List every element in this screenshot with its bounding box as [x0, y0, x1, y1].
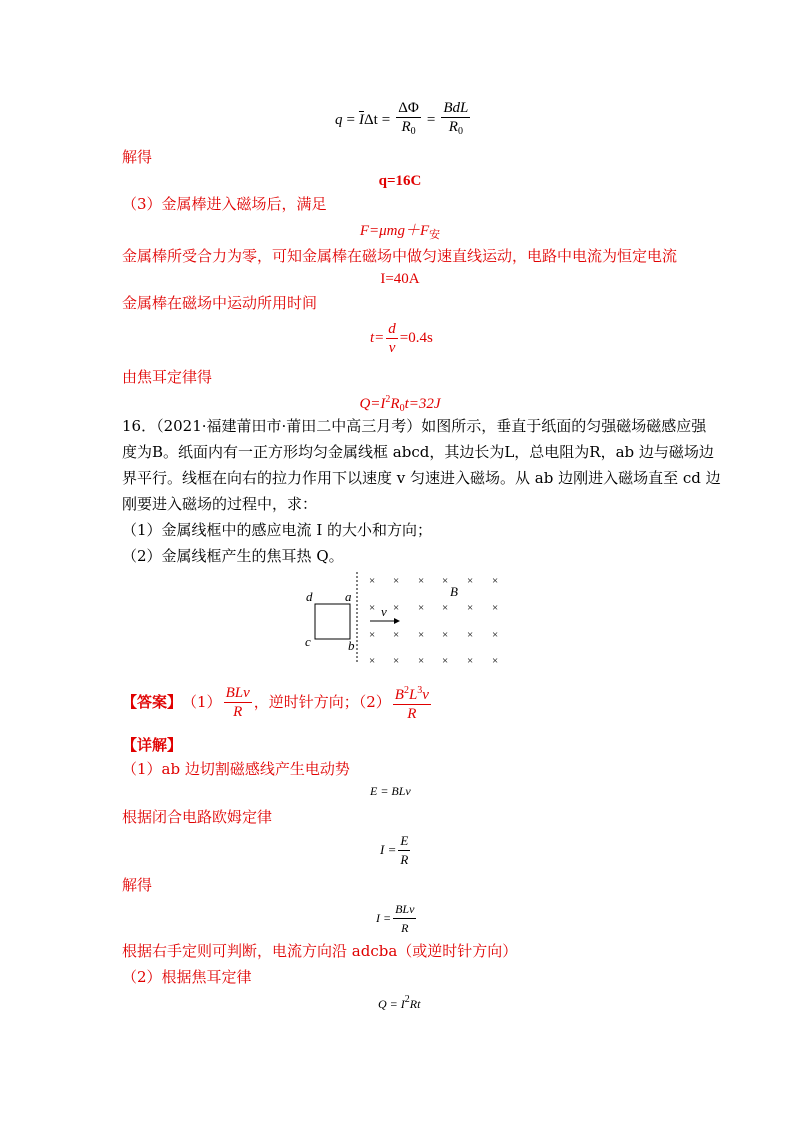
field-cross: ×: [467, 629, 474, 641]
field-cross: ×: [418, 629, 425, 641]
joule-law-equation: $Q = I^2Rt$: [378, 994, 421, 1011]
field-cross: ×: [442, 575, 449, 587]
eq-q: q: [335, 111, 343, 128]
answer-1-fraction: $\frac{\text{BLv}}{R}$: [225, 684, 250, 720]
field-cross: ×: [467, 575, 474, 587]
field-cross: ×: [393, 602, 400, 614]
field-cross: ×: [442, 602, 449, 614]
square-frame: [315, 604, 350, 639]
time-text: 金属棒在磁场中运动所用时间: [122, 294, 318, 312]
current-solution: I = $\frac{\text{BLv}}{R}$: [376, 901, 415, 935]
field-cross: ×: [393, 629, 400, 641]
current-equation: I = $\frac{E}{R}$: [380, 832, 409, 867]
label-d: d: [306, 589, 313, 604]
answer-tag: 【答案】: [122, 693, 183, 711]
solve-label-2: 解得: [122, 876, 153, 894]
label-b: b: [348, 638, 355, 653]
problem16-line2: 度为B。纸面内有一正方形均匀金属线框 abcd，其边长为L，总电阻为R，ab 边与磁场边: [122, 443, 714, 461]
joule-text: 由焦耳定律得: [122, 368, 213, 386]
field-cross: ×: [492, 629, 499, 641]
part3-heading: （3）金属棒进入磁场后，满足: [122, 195, 327, 213]
field-cross: ×: [418, 655, 425, 667]
right-hand-rule-text: 根据右手定则可判断，电流方向沿 adcba（或逆时针方向）: [122, 942, 518, 960]
label-c: c: [305, 634, 311, 649]
field-cross: ×: [418, 602, 425, 614]
problem16-line4: 刚要进入磁场的过程中，求：: [122, 495, 318, 513]
label-v: v: [381, 604, 387, 619]
field-cross: ×: [369, 575, 376, 587]
arrowhead-icon: [394, 618, 400, 624]
emf-equation: E = BLv: [370, 784, 411, 798]
detail-part1: （1）ab 边切割磁感线产生电动势: [122, 760, 350, 778]
field-cross: ×: [369, 629, 376, 641]
eq-ibar: $\overline{I}$: [358, 111, 364, 128]
eq-dt: Δt: [363, 111, 378, 128]
joule-equation: $Q=I^2R_0t=32J$: [359, 394, 441, 414]
solve-label-1: 解得: [122, 148, 153, 166]
field-cross: ×: [442, 655, 449, 667]
charge-result: q=16C: [378, 173, 422, 189]
detail-tag: 【详解】: [122, 736, 183, 754]
answer-2-fraction: $\frac{B^2L^3v}{R}$: [394, 684, 429, 722]
answer-line: 【答案】 （1） $\frac{\text{BLv}}{R}$ ，逆时针方向；（2） $\frac{B^2L^3v}{R}$: [122, 684, 429, 722]
field-cross: ×: [492, 655, 499, 667]
charge-equation: q = $\overline{I}$ Δt = $\frac{\Delta\Phi}{R_0}$ = $\frac{\text{BdL}}{R_0}$: [335, 100, 472, 140]
field-cross: ×: [369, 655, 376, 667]
question-2: （2）金属线框产生的焦耳热 Q。: [122, 547, 344, 565]
field-cross: ×: [393, 655, 400, 667]
label-a: a: [345, 589, 352, 604]
label-B: B: [450, 584, 458, 599]
zero-force-text: 金属棒所受合力为零，可知金属棒在磁场中做匀速直线运动，电路中电流为恒定电流: [122, 247, 678, 265]
question-1: （1）金属线框中的感应电流 I 的大小和方向；: [122, 521, 433, 539]
time-equation: t= $\frac{d}{v}$ =0.4s: [370, 320, 433, 356]
eq-fraction-bdl: $\frac{\text{BdL}}{R_0}$: [443, 100, 469, 137]
field-cross: ×: [369, 602, 376, 614]
eq-fraction-flux: $\frac{\Delta\Phi}{R_0}$: [398, 100, 419, 137]
problem16-line3: 界平行。线框在向右的拉力作用下以速度 v 匀速进入磁场。从 ab 边刚进入磁场直至 cd 边: [122, 469, 721, 487]
field-cross: ×: [492, 575, 499, 587]
ohm-law-text: 根据闭合电路欧姆定律: [122, 808, 273, 826]
field-cross: ×: [442, 629, 449, 641]
magnetic-field-figure: [290, 568, 520, 678]
field-cross: ×: [492, 602, 499, 614]
field-cross: ×: [418, 575, 425, 587]
field-cross: ×: [393, 575, 400, 587]
detail-part2: （2）根据焦耳定律: [122, 968, 252, 986]
force-equation: $F=\mu mg+F_安$: [359, 223, 441, 241]
current-result: I=40A: [380, 271, 420, 287]
field-cross: ×: [467, 602, 474, 614]
field-cross: ×: [467, 655, 474, 667]
problem16-line1: 16．（2021·福建莆田市·莆田二中高三月考）如图所示，垂直于纸面的匀强磁场磁感应强: [122, 417, 707, 435]
